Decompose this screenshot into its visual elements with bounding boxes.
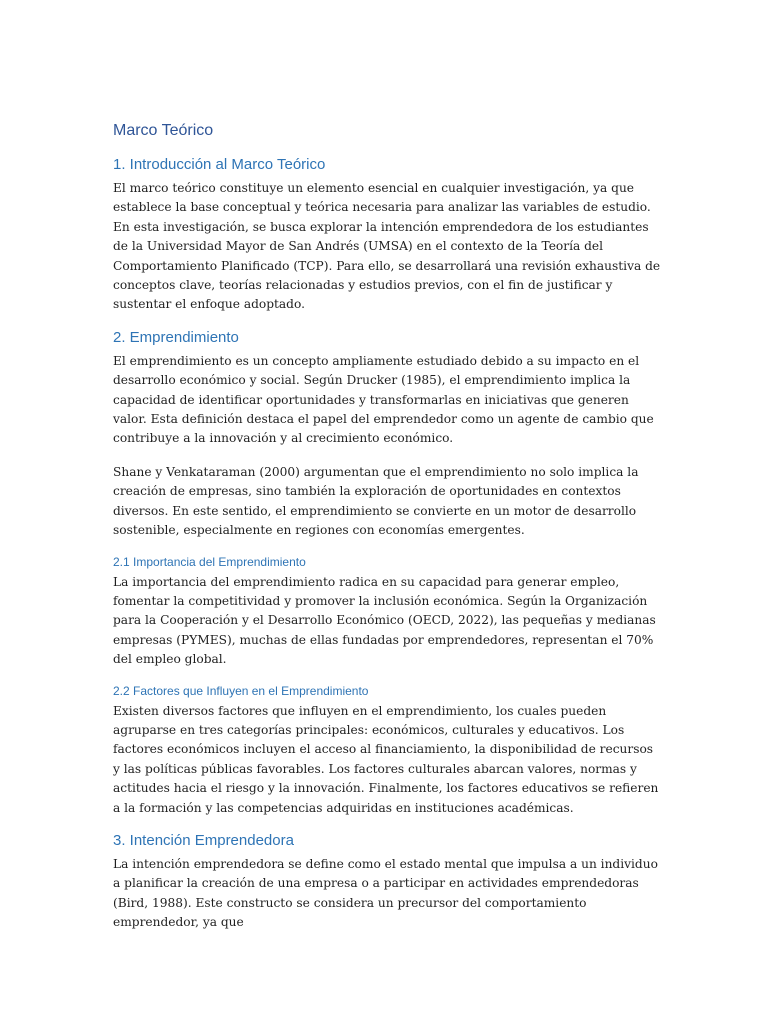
section-heading-intencion: 3. Intención Emprendedora: [113, 831, 294, 849]
paragraph-importancia: La importancia del emprendimiento radica en su capacidad para generar empleo, fomentar la competitividad y promover la inclusión económica. Según la Organización para la Cooperación y el Desarrollo Económico (OECD, 2022), las pequeñas y medianas empresas (PYMES), muchas de ellas fundadas por emprendedores, representan el 70% del empleo global.: [113, 574, 656, 667]
paragraph-introduccion: El marco teórico constituye un elemento esencial en cualquier investigación, ya que establece la base conceptual y teórica necesaria para analizar las variables de estudio. En esta investigación, se busca explorar la intención emprendedora de los estudiantes de la Universidad Mayor de San Andrés (UMSA) en el contexto de la Teoría del Comportamiento Planificado (TCP). Para ello, se desarrollará una revisión exhaustiva de conceptos clave, teorías relacionadas y estudios previos, con el fin de justificar y sustentar el enfoque adoptado.: [113, 181, 661, 312]
subsection-heading-factores: 2.2 Factores que Influyen en el Emprendimiento: [113, 683, 369, 698]
document-body: [113, 122, 663, 947]
paragraph-emprendimiento-1: El emprendimiento es un concepto ampliamente estudiado debido a su impacto en el desarrollo económico y social. Según Drucker (1985), el emprendimiento implica la capacidad de identificar oportunidades y transformarlas en iniciativas que generen valor. Esta definición destaca el papel del emprendedor como un agente de cambio que contribuye a la innovación y al crecimiento económico.: [113, 353, 654, 446]
section-heading-emprendimiento: 2. Emprendimiento: [113, 328, 239, 346]
paragraph-emprendimiento-2: Shane y Venkataraman (2000) argumentan que el emprendimiento no solo implica la creación de empresas, sino también la exploración de oportunidades en contextos diversos. En este sentido, el emprendimiento se convierte en un motor de desarrollo sostenible, especialmente en regiones con economías emergentes.: [113, 464, 639, 538]
paragraph-intencion: La intención emprendedora se define como el estado mental que impulsa a un individuo a planificar la creación de una empresa o a participar en actividades emprendedoras (Bird, 1988). Este constructo se considera un precursor del comportamiento emprendedor, ya que: [113, 856, 658, 930]
paragraph-factores: Existen diversos factores que influyen en el emprendimiento, los cuales pueden agruparse en tres categorías principales: económicos, culturales y educativos. Los factores económicos incluyen el acceso al financiamiento, la disponibilidad de recursos y las políticas públicas favorables. Los factores culturales abarcan valores, normas y actitudes hacia el riesgo y la innovación. Finalmente, los factores educativos se refieren a la formación y las competencias adquiridas en instituciones académicas.: [113, 703, 659, 815]
document-title: Marco Teórico: [113, 122, 214, 139]
subsection-heading-importancia: 2.1 Importancia del Emprendimiento: [113, 554, 306, 569]
section-heading-introduccion: 1. Introducción al Marco Teórico: [113, 156, 326, 173]
